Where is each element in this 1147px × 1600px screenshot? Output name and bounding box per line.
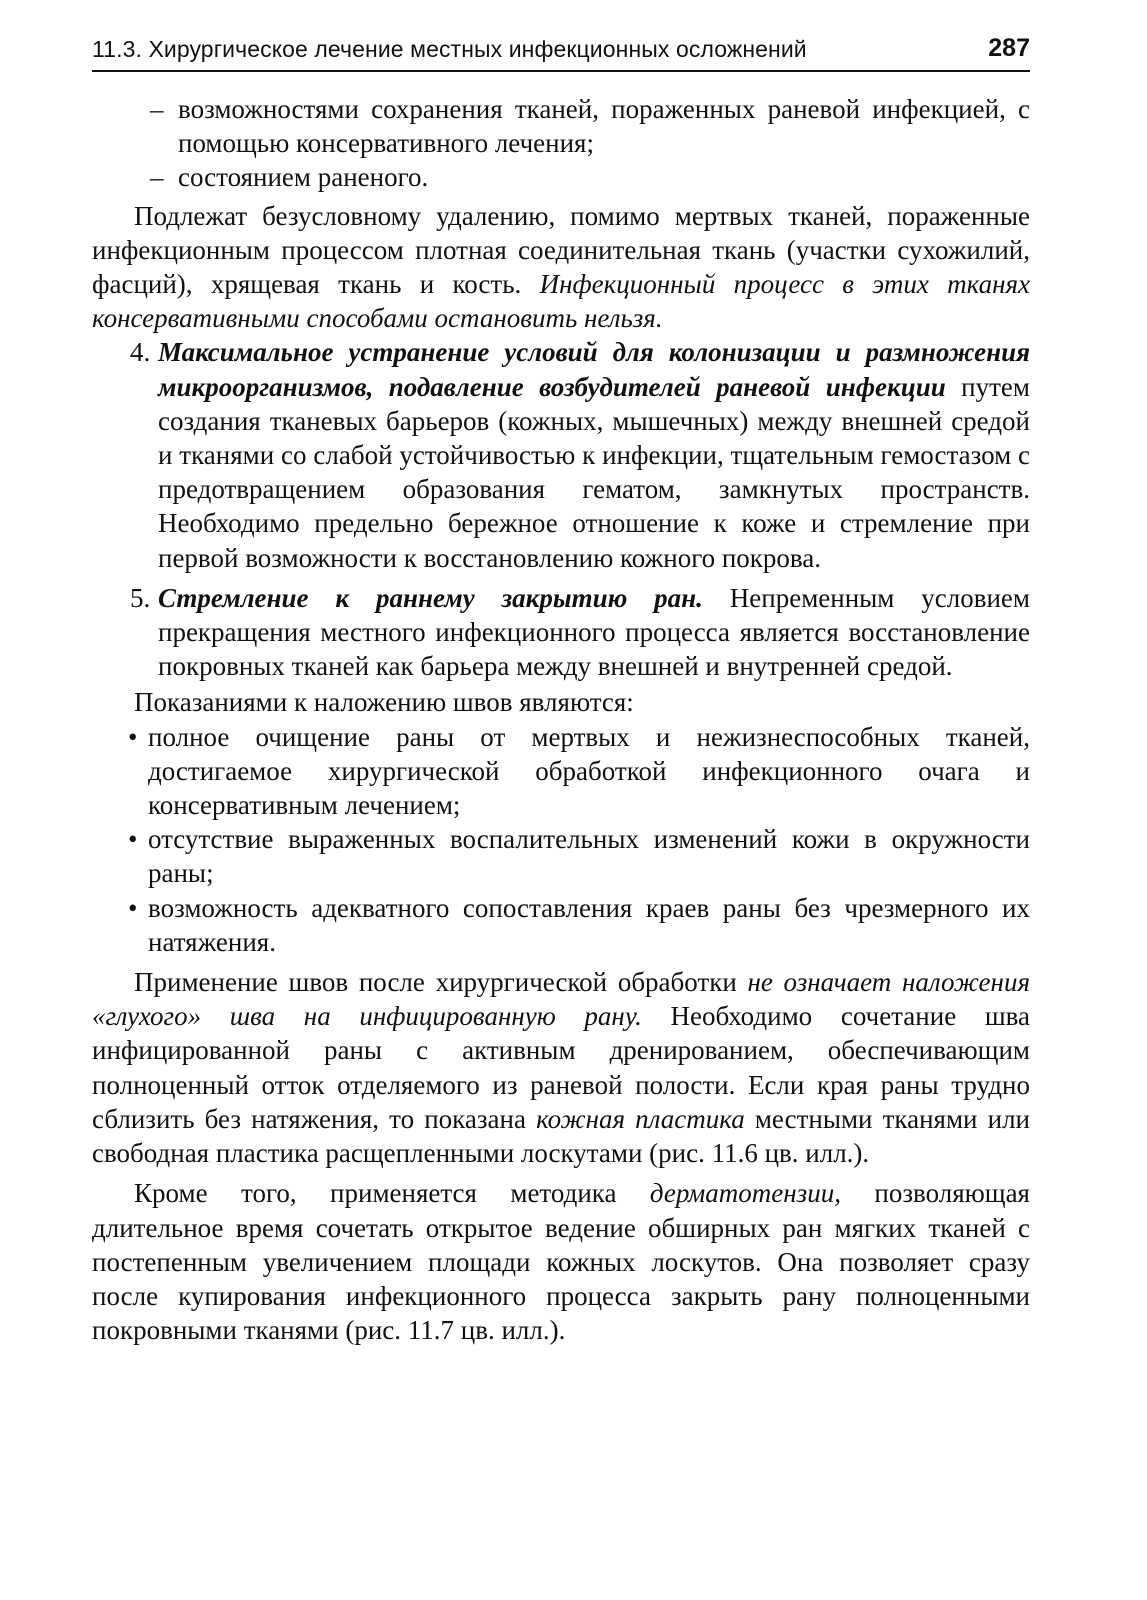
paragraph-text: позволяющая длительное время сочетать открытое ведение обширных ран мягких тканей с постепенным увеличением площади кожных лоскутов. Она позволяет сразу после купирования инфекционного процесса закрыть рану полноценными покровными тканями (рис. 11.7 цв. илл.). (92, 1178, 1030, 1346)
paragraph-text: Подлежат безусловному удалению, помимо мертвых тканей, пораженные инфекционным процессом плотная соединительная ткань (участки сухожилий, фасций), хрящевая ткань и кость. (92, 200, 1030, 300)
italic-text: Инфекционный процесс в этих тканях консервативными способами остановить нельзя. (92, 269, 1031, 334)
paragraph-text: Необходимо сочетание шва инфицированной раны с активным дренированием, обеспечивающим полноценный отток отделяемого из раневой полости. Если края раны трудно сблизить без натяжения, то показана (92, 1001, 1031, 1134)
bullet-marker: • (128, 892, 138, 923)
paragraph-text: Кроме того, применяется методика (134, 1178, 650, 1209)
item-number: 4. (130, 337, 151, 368)
paragraph (92, 199, 1030, 336)
bullet-text: полное очищение раны от мертвых и нежизнеспособных тканей, достигаемое хирургической обработкой инфекционного очага и консервативным лечением; (148, 721, 1030, 821)
item-number: 5. (130, 582, 151, 613)
item-text: путем создания тканевых барьеров (кожных, мышечных) между внешней средой и тканями со слабой устойчивостью к инфекции, тщательным гемостазом с предотвращением образования гематом, замкнутых пространств. Необходимо предельно бережное отношение к коже и стремление при первой возможности к восстановлению кожного покрова. (158, 371, 1030, 573)
italic-text: кожная пластика (536, 1103, 745, 1134)
italic-text: дерматотензии, (649, 1178, 841, 1209)
paragraph-text: Применение швов после хирургической обработки (134, 967, 748, 998)
dash-item-text: возможностями сохранения тканей, пораженных раневой инфекцией, с помощью консервативного лечения; (178, 94, 1030, 159)
dash-item-text: состоянием раненого. (178, 162, 429, 193)
numbered-item-4 (92, 335, 1030, 574)
list-item (92, 891, 1030, 959)
bullet-text: отсутствие выраженных воспалительных изменений кожи в окружности раны; (148, 824, 1030, 889)
list-item (92, 92, 1030, 160)
italic-text: не означает наложения «глухого» шва на инфицированную рану. (92, 967, 1030, 1032)
paragraph-text: местными тканями или свободная пластика расщепленными лоскутами (рис. 11.6 цв. илл.). (92, 1103, 1030, 1169)
bullet-marker: • (128, 824, 138, 855)
numbered-item-5 (92, 581, 1030, 684)
list-item (92, 160, 1030, 194)
item-heading: Стремление к раннему закрытию ран. (158, 582, 703, 613)
bullet-text: возможность адекватного сопоставления краев раны без чрезмерного их натяжения. (148, 892, 1030, 957)
list-item (92, 822, 1030, 890)
page-number: 287 (988, 34, 1030, 62)
list-item (92, 720, 1030, 823)
dash-marker: – (150, 94, 164, 124)
chapter-title: 11.3. Хирургическое лечение местных инфекционных осложнений (92, 36, 807, 62)
paragraph (92, 1176, 1030, 1347)
bullet-marker: • (128, 721, 138, 752)
running-header (92, 34, 1030, 72)
list-lead: Показаниями к наложению швов являются: (134, 687, 634, 718)
paragraph (92, 965, 1030, 1170)
dash-marker: – (150, 162, 164, 193)
item-text: Непременным условием прекращения местного инфекционного процесса является восстановление покровных тканей как барьера между внешней и внутренней средой. (158, 582, 1030, 682)
item-heading: Максимальное устранение условий для колонизации и размножения микроорганизмов, подавление возбудителей раневой инфекции (158, 337, 1030, 402)
page-body (92, 92, 1030, 1347)
